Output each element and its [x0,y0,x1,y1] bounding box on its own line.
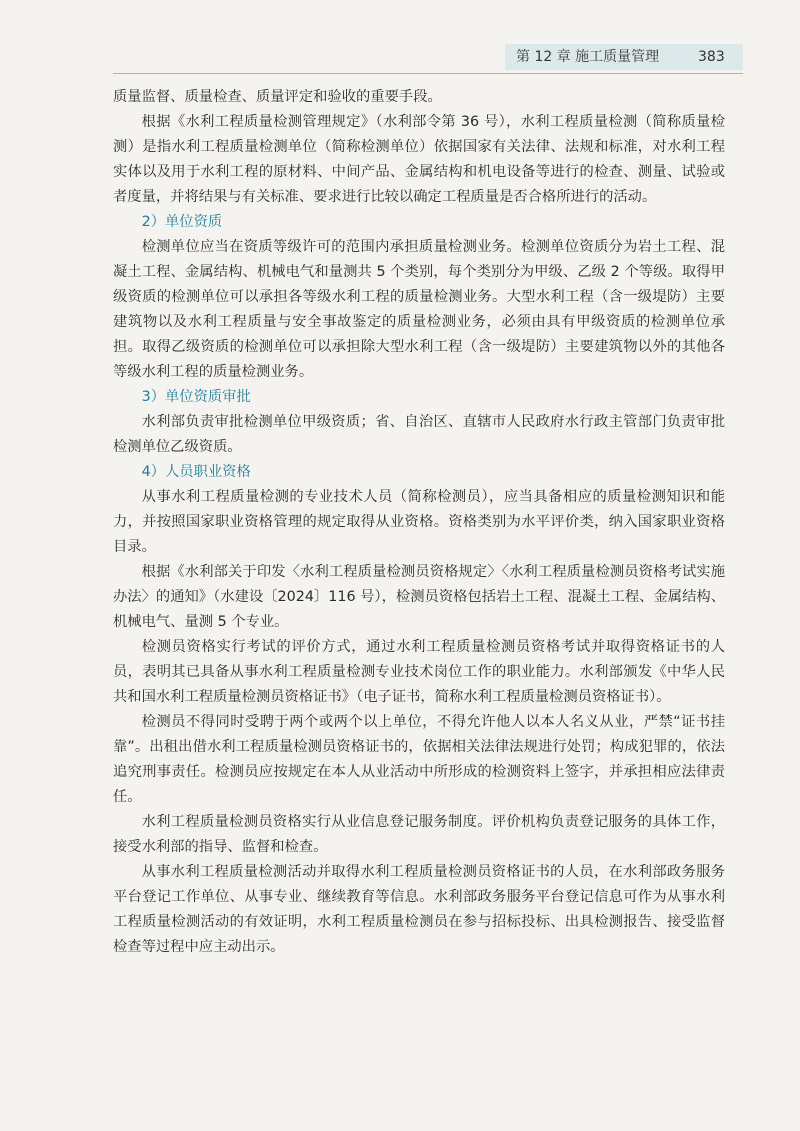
paragraph: 从事水利工程质量检测活动并取得水利工程质量检测员资格证书的人员，在水利部政务服务平台登记工作单位、从事专业、继续教育等信息。水利部政务服务平台登记信息可作为从事水利工程质量检测活动的有效证明，水利工程质量检测员在参与招标投标、出具检测报告、接受监督检查等过程中应主动出示。 [113,864,725,955]
running-header [0,42,800,68]
section-heading: 3）单位资质审批 [141,389,251,405]
paragraph: 根据《水利部关于印发〈水利工程质量检测员资格规定〉〈水利工程质量检测员资格考试实施办法〉的通知》（水建设〔2024〕116 号），检测员资格包括岩土工程、混凝土工程、金属结构、机械电气、量测 5 个专业。 [113,564,725,630]
paragraph: 水利部负责审批检测单位甲级资质；省、自治区、直辖市人民政府水行政主管部门负责审批检测单位乙级资质。 [113,414,725,455]
paragraph: 水利工程质量检测员资格实行从业信息登记服务制度。评价机构负责登记服务的具体工作，接受水利部的指导、监督和检查。 [113,814,725,855]
page-number: 383 [698,49,725,65]
paragraph: 检测单位应当在资质等级许可的范围内承担质量检测业务。检测单位资质分为岩土工程、混凝土工程、金属结构、机械电气和量测共 5 个类别，每个类别分为甲级、乙级 2 个等级。取得甲级资质的检测单位可以承担各等级水利工程的质量检测业务。大型水利工程（含一级堤防）主要建筑物以及水利工程质量与安全事故鉴定的质量检测业务，必须由具有甲级资质的检测单位承担。取得乙级资质的检测单位可以承担除大型水利工程（含一级堤防）主要建筑物以外的其他各等级水利工程的质量检测业务。 [113,239,725,380]
paragraph: 检测员不得同时受聘于两个或两个以上单位，不得允许他人以本人名义从业，严禁“证书挂靠”。出租出借水利工程质量检测员资格证书的，依据相关法律法规进行处罚；构成犯罪的，依法追究刑事责任。检测员应按规定在本人从业活动中所形成的检测资料上签字，并承担相应法律责任。 [113,714,725,805]
paragraph: 质量监督、质量检查、质量评定和验收的重要手段。 [113,89,442,105]
page-body [113,85,725,960]
paragraph: 根据《水利工程质量检测管理规定》（水利部令第 36 号），水利工程质量检测（简称质量检测）是指水利工程质量检测单位（简称检测单位）依据国家有关法律、法规和标准，对水利工程实体以及用于水利工程的原材料、中间产品、金属结构和机电设备等进行的检查、测量、试验或者度量，并将结果与有关标准、要求进行比较以确定工程质量是否合格所进行的活动。 [113,114,725,205]
section-heading: 4）人员职业资格 [141,464,251,480]
header-divider [113,73,743,74]
chapter-title: 第 12 章 施工质量管理 [516,49,660,65]
section-heading: 2）单位资质 [141,214,223,230]
paragraph: 从事水利工程质量检测的专业技术人员（简称检测员），应当具备相应的质量检测知识和能力，并按照国家职业资格管理的规定取得从业资格。资格类别为水平评价类，纳入国家职业资格目录。 [113,489,725,555]
paragraph: 检测员资格实行考试的评价方式，通过水利工程质量检测员资格考试并取得资格证书的人员，表明其已具备从事水利工程质量检测专业技术岗位工作的职业能力。水利部颁发《中华人民共和国水利工程质量检测员资格证书》（电子证书，简称水利工程质量检测员资格证书）。 [113,639,725,705]
